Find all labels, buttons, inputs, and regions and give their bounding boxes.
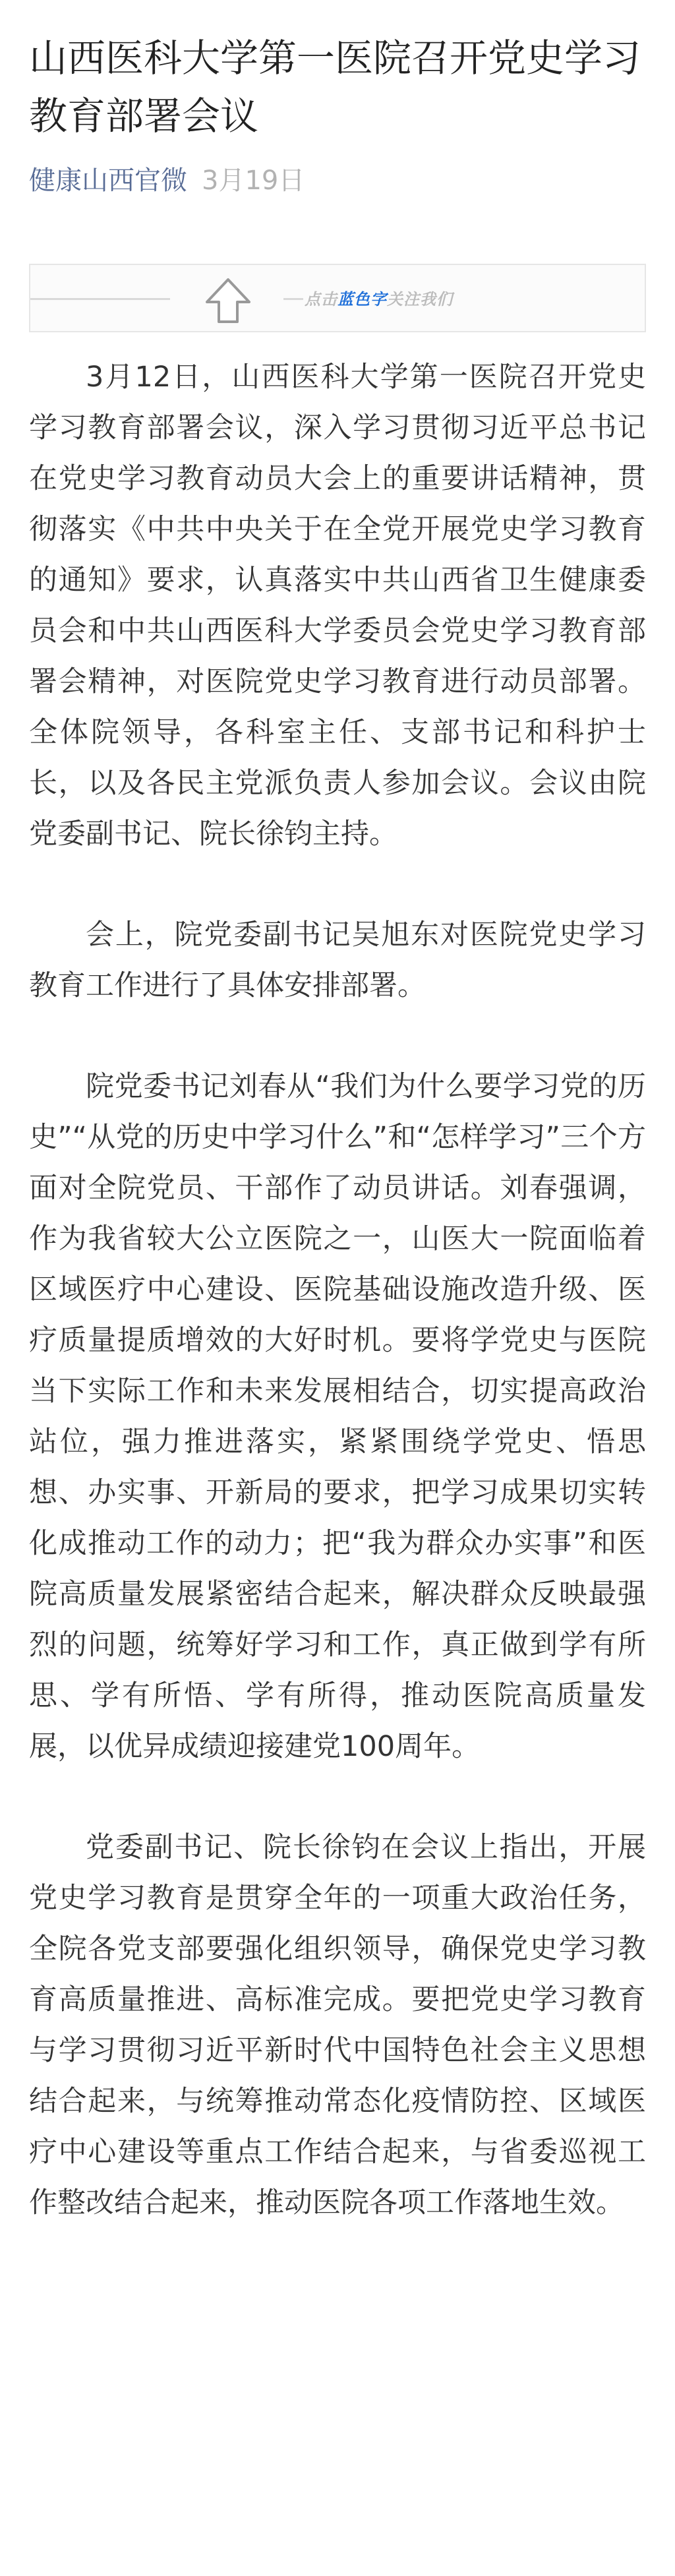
publish-date: 3月19日 bbox=[202, 165, 305, 196]
body-paragraph: 院党委书记刘春从“我们为什么要学习党的历史”“从党的历史中学习什么”和“怎样学习”三个方面对全院党员、干部作了动员讲话。刘春强调，作为我省较大公立医院之一，山医大一院面临着区域医疗中心建设、医院基础设施改造升级、医疗质量提质增效的大好时机。要将学党史与医院当下实际工作和未来发展相结合，切实提高政治站位，强力推进落实，紧紧围绕学党史、悟思想、办实事、开新局的要求，把学习成果切实转化成推动工作的动力；把“我为群众办实事”和医院高质量发展紧密结合起来，解决群众反映最强烈的问题，统筹好学习和工作，真正做到学有所思、学有所悟、学有所得，推动医院高质量发展，以优异成绩迎接建党100周年。 bbox=[29, 1070, 646, 1763]
body-paragraph: 3月12日，山西医科大学第一医院召开党史学习教育部署会议，深入学习贯彻习近平总书记在党史学习教育动员大会上的重要讲话精神，贯彻落实《中共中央关于在全党开展党史学习教育的通知》要求，认真落实中共山西省卫生健康委员会和中共山西医科大学委员会党史学习教育部署会精神，对医院党史学习教育进行动员部署。全体院领导，各科室主任、支部书记和科护士长，以及各民主党派负责人参加会议。会议由院党委副书记、院长徐钧主持。 bbox=[29, 361, 646, 851]
banner-divider-right bbox=[283, 298, 303, 300]
article-body bbox=[29, 352, 646, 2279]
cta-prefix: 点击 bbox=[305, 290, 338, 309]
body-paragraph: 会上，院党委副书记吴旭东对医院党史学习教育工作进行了具体安排部署。 bbox=[29, 918, 646, 1002]
follow-cta-text bbox=[305, 282, 453, 316]
article-title: 山西医科大学第一医院召开党史学习教育部署会议 bbox=[29, 36, 641, 138]
cta-suffix: 关注我们 bbox=[387, 290, 453, 309]
body-paragraph: 党委副书记、院长徐钧在会议上指出，开展党史学习教育是贯穿全年的一项重大政治任务，全院各党支部要强化组织领导，确保党史学习教育高质量推进、高标准完成。要把党史学习教育与学习贯彻习近平新时代中国特色社会主义思想结合起来，与统筹推动常态化疫情防控、区域医疗中心建设等重点工作结合起来，与省委巡视工作整改结合起来，推动医院各项工作落地生效。 bbox=[29, 1831, 646, 2219]
banner-divider-left bbox=[30, 298, 170, 300]
follow-banner[interactable] bbox=[29, 264, 646, 332]
up-arrow-icon bbox=[203, 276, 253, 326]
article-meta bbox=[29, 164, 305, 198]
account-name-link[interactable]: 健康山西官微 bbox=[29, 165, 187, 196]
cta-highlight: 蓝色字 bbox=[338, 290, 387, 309]
